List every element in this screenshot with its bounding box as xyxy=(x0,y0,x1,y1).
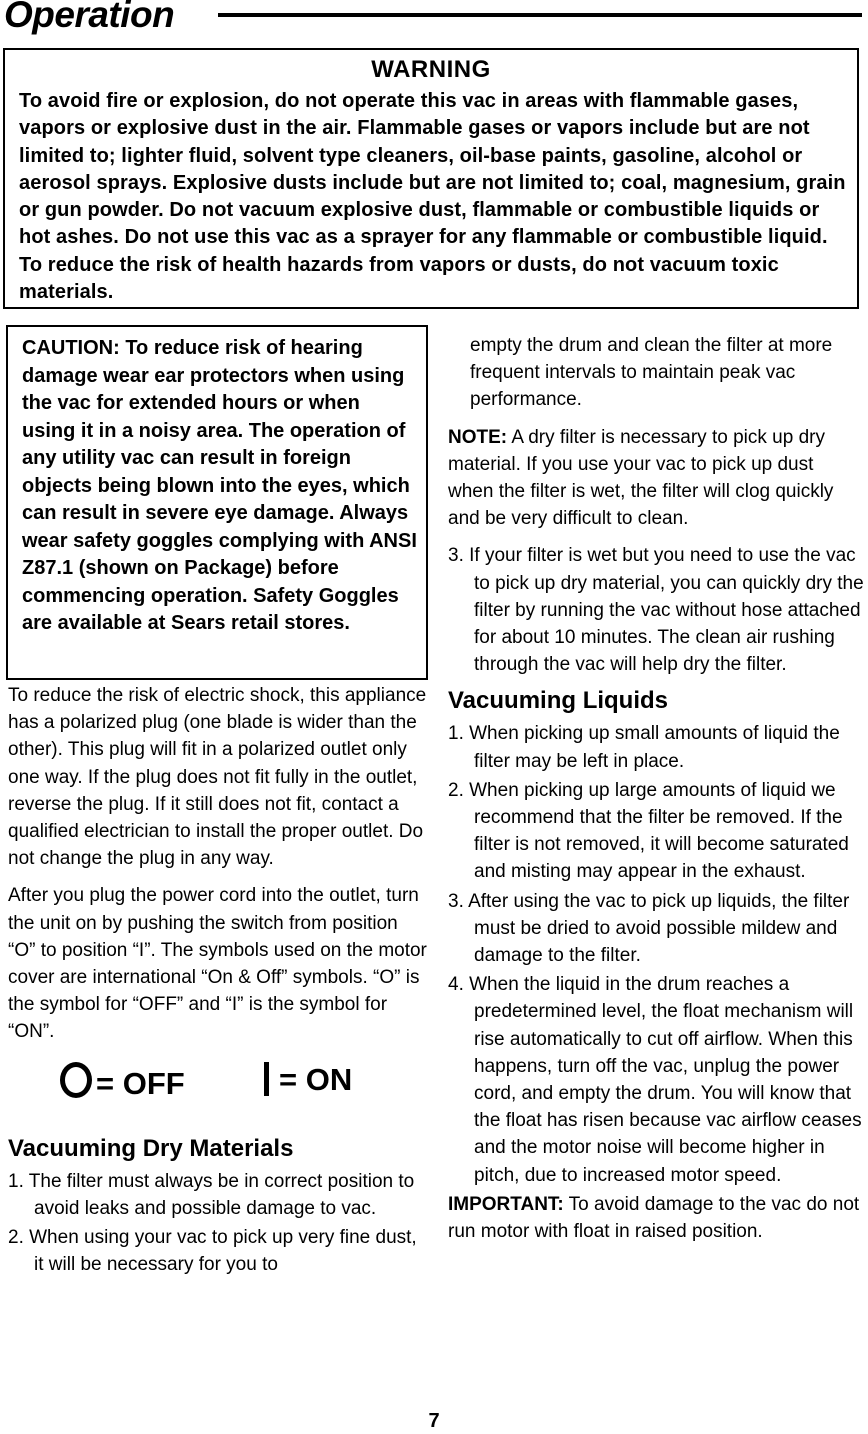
off-symbol xyxy=(60,1062,185,1101)
important-label: IMPORTANT: xyxy=(448,1193,564,1215)
caution-text: CAUTION: To reduce risk of hearing damage wear ear protectors when using the vac for extended hours or when using it in a noisy area. The operation of any utility vac can result in foreign objects being blown into the eyes, which can result in severe eye damage. Always wear safety goggles complying with ANSI Z87.1 (shown on Package) before commencing operation. Safety Goggles are available at Sears retail stores. xyxy=(22,337,417,634)
important-paragraph xyxy=(448,1191,864,1245)
right-column xyxy=(448,332,864,1245)
warning-text: To avoid fire or explosion, do not operate this vac in areas with flammable gases, vapors or explosive dust in the air. Flammable gases or vapors include but are not limited to; lighter fluid, solvent type cleaners, oil-base paints, gasoline, alcohol or aerosol sprays. Explosive dusts include but are not limited to; coal, magnesium, grain or gun powder. Do not vacuum explosive dust, flammable or combustible liquids or hot ashes. Do not use this vac as a sprayer for any flammable or combustible liquid. To reduce the risk of health hazards from vapors or dusts, do not vacuum toxic materials. xyxy=(19,90,846,304)
off-label: = OFF xyxy=(96,1065,185,1101)
on-symbol xyxy=(264,1062,352,1096)
liquid-item-4: 4. When the liquid in the drum reaches a predetermined level, the float mechanism will rise automatically to cut off airflow. When this happens, turn off the vac, unplug the power cord, and empty the drum. You will know that the float has risen because vac airflow ceases and the motor noise will become higher in pitch, due to increased motor speed. xyxy=(448,974,862,1186)
dry-materials-heading: Vacuuming Dry Materials xyxy=(8,1134,294,1162)
warning-title: WARNING xyxy=(371,56,491,83)
note-paragraph xyxy=(448,424,864,533)
left-column xyxy=(8,682,428,1280)
liquid-item-1: 1. When picking up small amounts of liquid the filter may be left in place. xyxy=(448,723,840,772)
dry-item-3: 3. If your filter is wet but you need to use the vac to pick up dry material, you can quickly dry the filter by running the vac without hose attached for about 10 minutes. The clean air rushing through the vac will help dry the filter. xyxy=(448,545,864,676)
liquids-heading: Vacuuming Liquids xyxy=(448,687,669,715)
on-off-symbols xyxy=(8,1056,428,1126)
page-header xyxy=(0,0,868,40)
dry-item-1: 1. The filter must always be in correct position to avoid leaks and possible damage to vac. xyxy=(8,1170,415,1219)
liquid-item-2: 2. When picking up large amounts of liquid we recommend that the filter be removed. If the filter is not removed, it will become saturated and misting may appear in the exhaust. xyxy=(448,779,849,883)
dry-item-2-continued: empty the drum and clean the filter at more frequent intervals to maintain peak vac performance. xyxy=(470,335,833,411)
on-bar-icon xyxy=(264,1062,269,1096)
note-text: A dry filter is necessary to pick up dry material. If you use your vac to pick up dust when the filter is wet, the filter will clog quickly and be very difficult to clean. xyxy=(448,426,834,530)
off-circle-icon xyxy=(60,1062,92,1098)
note-label: NOTE: xyxy=(448,426,508,448)
dry-item-2: 2. When using your vac to pick up very fine dust, it will be necessary for you to xyxy=(8,1227,417,1276)
caution-box xyxy=(6,325,428,680)
liquid-item-3: 3. After using the vac to pick up liquids, the filter must be dried to avoid possible mildew and damage to the filter. xyxy=(448,890,850,967)
polarized-plug-paragraph: To reduce the risk of electric shock, this appliance has a polarized plug (one blade is wider than the other). This plug will fit in a polarized outlet only one way. If the plug does not fit fully in the outlet, reverse the plug. If it still does not fit, contact a qualified electrician to install the proper outlet. Do not change the plug in any way. xyxy=(8,685,427,870)
page-title: Operation xyxy=(4,0,175,35)
warning-box xyxy=(3,48,859,309)
switch-paragraph: After you plug the power cord into the outlet, turn the unit on by pushing the switch from position “O” to position “I”. The symbols used on the motor cover are international “On & Off” symbols. “O” is the symbol for “OFF” and “I” is the symbol for “ON”. xyxy=(8,885,427,1043)
page-number: 7 xyxy=(428,1410,440,1432)
on-label: = ON xyxy=(279,1061,353,1097)
important-text: To avoid damage to the vac do not run motor with float in raised position. xyxy=(448,1193,860,1243)
header-rule xyxy=(218,13,862,17)
